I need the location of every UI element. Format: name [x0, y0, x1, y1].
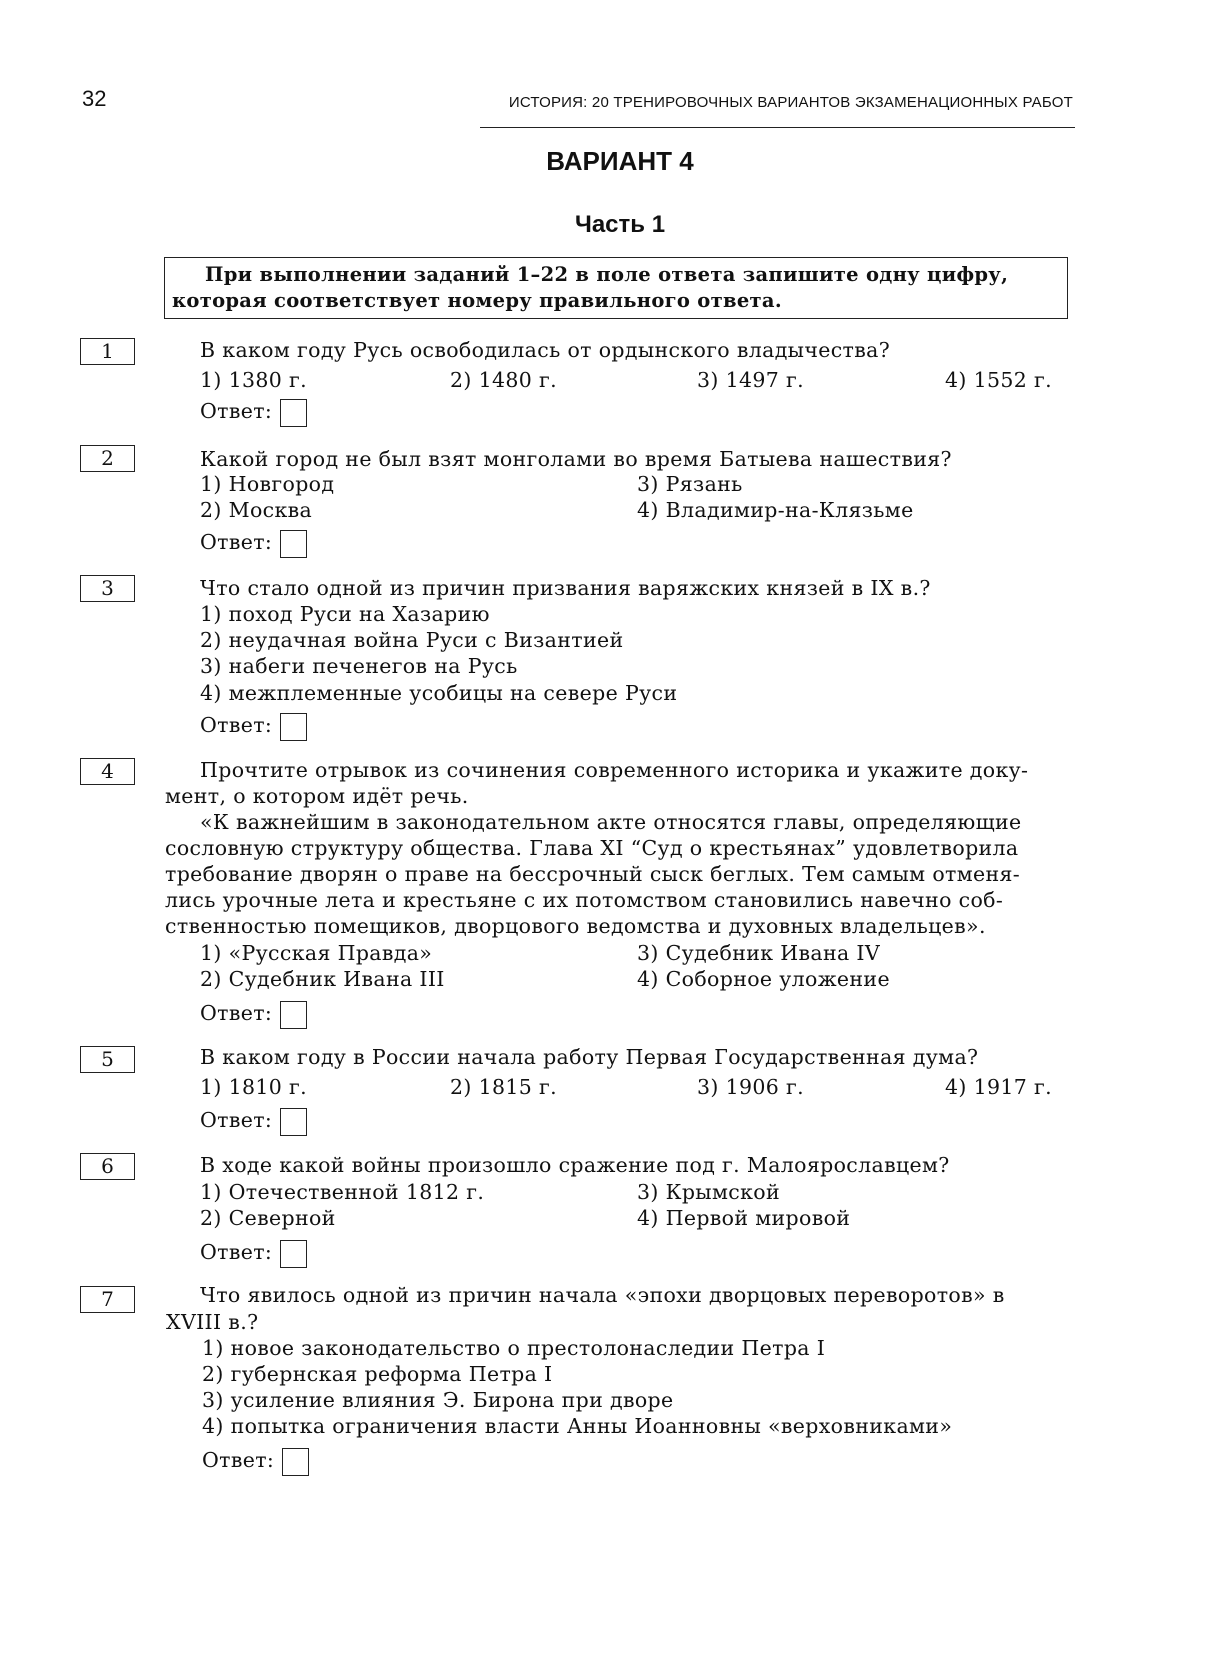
quote-line: сословную структуру общества. Глава XI “Суд о крестьянах” удовлетворила	[165, 836, 1019, 860]
question-number-box: 5	[80, 1046, 135, 1073]
option-4: 4) попытка ограничения власти Анны Иоанновны «верховниками»	[202, 1414, 953, 1438]
option-1: 1) поход Руси на Хазарию	[200, 602, 490, 626]
option-1: 1) 1380 г.	[200, 368, 308, 392]
question-text: В каком году в России начала работу Первая Государственная дума?	[200, 1045, 979, 1069]
option-2: 2) Судебник Ивана III	[200, 967, 445, 991]
answer-label: Ответ:	[200, 1240, 273, 1264]
option-3: 3) набеги печенегов на Русь	[200, 654, 518, 678]
answer-row	[200, 529, 307, 558]
option-3: 3) Рязань	[637, 472, 743, 496]
option-4: 4) 1917 г.	[945, 1075, 1053, 1099]
instruction-line-2: которая соответствует номеру правильного ответа.	[172, 289, 782, 312]
option-3: 3) усиление влияния Э. Бирона при дворе	[202, 1388, 674, 1412]
question-number-box: 7	[80, 1286, 135, 1313]
running-header: ИСТОРИЯ: 20 ТРЕНИРОВОЧНЫХ ВАРИАНТОВ ЭКЗАМЕНАЦИОННЫХ РАБОТ	[508, 94, 1073, 111]
option-4: 4) Первой мировой	[637, 1206, 851, 1230]
option-1: 1) 1810 г.	[200, 1075, 308, 1099]
question-text: В ходе какой войны произошло сражение под г. Малоярославцем?	[200, 1153, 950, 1177]
answer-row	[200, 712, 307, 741]
answer-box[interactable]	[280, 713, 307, 741]
quote-line: требование дворян о праве на бессрочный сыск беглых. Тем самым отменя-	[165, 862, 1021, 886]
question-number-box: 6	[80, 1153, 135, 1180]
question-text-line: мент, о котором идёт речь.	[165, 784, 469, 808]
answer-row	[200, 1000, 307, 1029]
option-3: 3) 1497 г.	[697, 368, 805, 392]
answer-row	[202, 1447, 309, 1476]
quote-line: «К важнейшим в законодательном акте относятся главы, определяющие	[200, 810, 1022, 834]
question-number-box: 4	[80, 758, 135, 785]
question-text: В каком году Русь освободилась от ордынского владычества?	[200, 338, 891, 362]
option-1: 1) новое законодательство о престолонаследии Петра I	[202, 1336, 826, 1360]
answer-box[interactable]	[282, 1448, 309, 1476]
header-rule	[480, 127, 1075, 128]
answer-box[interactable]	[280, 530, 307, 558]
answer-row	[200, 1239, 307, 1268]
option-4: 4) Владимир-на-Клязьме	[637, 498, 914, 522]
answer-box[interactable]	[280, 1108, 307, 1136]
option-1: 1) «Русская Правда»	[200, 941, 433, 965]
variant-title: ВАРИАНТ 4	[546, 146, 694, 176]
answer-box[interactable]	[280, 1240, 307, 1268]
answer-row	[200, 1107, 307, 1136]
answer-row	[200, 398, 307, 427]
option-1: 1) Новгород	[200, 472, 335, 496]
option-2: 2) 1815 г.	[450, 1075, 558, 1099]
option-1: 1) Отечественной 1812 г.	[200, 1180, 485, 1204]
answer-label: Ответ:	[200, 1001, 273, 1025]
option-3: 3) 1906 г.	[697, 1075, 805, 1099]
option-4: 4) Соборное уложение	[637, 967, 890, 991]
answer-label: Ответ:	[200, 713, 273, 737]
question-number-box: 1	[80, 338, 135, 365]
option-2: 2) Северной	[200, 1206, 336, 1230]
option-2: 2) неудачная война Руси с Византией	[200, 628, 624, 652]
option-2: 2) 1480 г.	[450, 368, 558, 392]
option-4: 4) межплеменные усобицы на севере Руси	[200, 681, 678, 705]
answer-label: Ответ:	[202, 1448, 275, 1472]
question-text-line: XVIII в.?	[166, 1310, 259, 1334]
quote-line: лись урочные лета и крестьяне с их потомством становились навечно соб-	[165, 888, 1004, 912]
question-number-box: 2	[80, 445, 135, 472]
option-4: 4) 1552 г.	[945, 368, 1053, 392]
option-2: 2) губернская реформа Петра I	[202, 1362, 553, 1386]
question-text-line: Что явилось одной из причин начала «эпохи дворцовых переворотов» в	[200, 1283, 1005, 1307]
answer-box[interactable]	[280, 399, 307, 427]
quote-line: ственностью помещиков, дворцового ведомства и духовных владельцев».	[165, 914, 986, 938]
question-text: Что стало одной из причин призвания варяжских князей в IX в.?	[200, 576, 931, 600]
instruction-line-1: При выполнении заданий 1–22 в поле ответа запишите одну цифру,	[205, 263, 1009, 286]
question-number-box: 3	[80, 575, 135, 602]
answer-box[interactable]	[280, 1001, 307, 1029]
option-2: 2) Москва	[200, 498, 313, 522]
question-text-line: Прочтите отрывок из сочинения современного историка и укажите доку-	[200, 758, 1029, 782]
question-text: Какой город не был взят монголами во время Батыева нашествия?	[200, 447, 952, 471]
answer-label: Ответ:	[200, 399, 273, 423]
option-3: 3) Крымской	[637, 1180, 780, 1204]
answer-label: Ответ:	[200, 530, 273, 554]
option-3: 3) Судебник Ивана IV	[637, 941, 881, 965]
answer-label: Ответ:	[200, 1108, 273, 1132]
page-number: 32	[82, 86, 107, 111]
part-title: Часть 1	[574, 211, 666, 238]
